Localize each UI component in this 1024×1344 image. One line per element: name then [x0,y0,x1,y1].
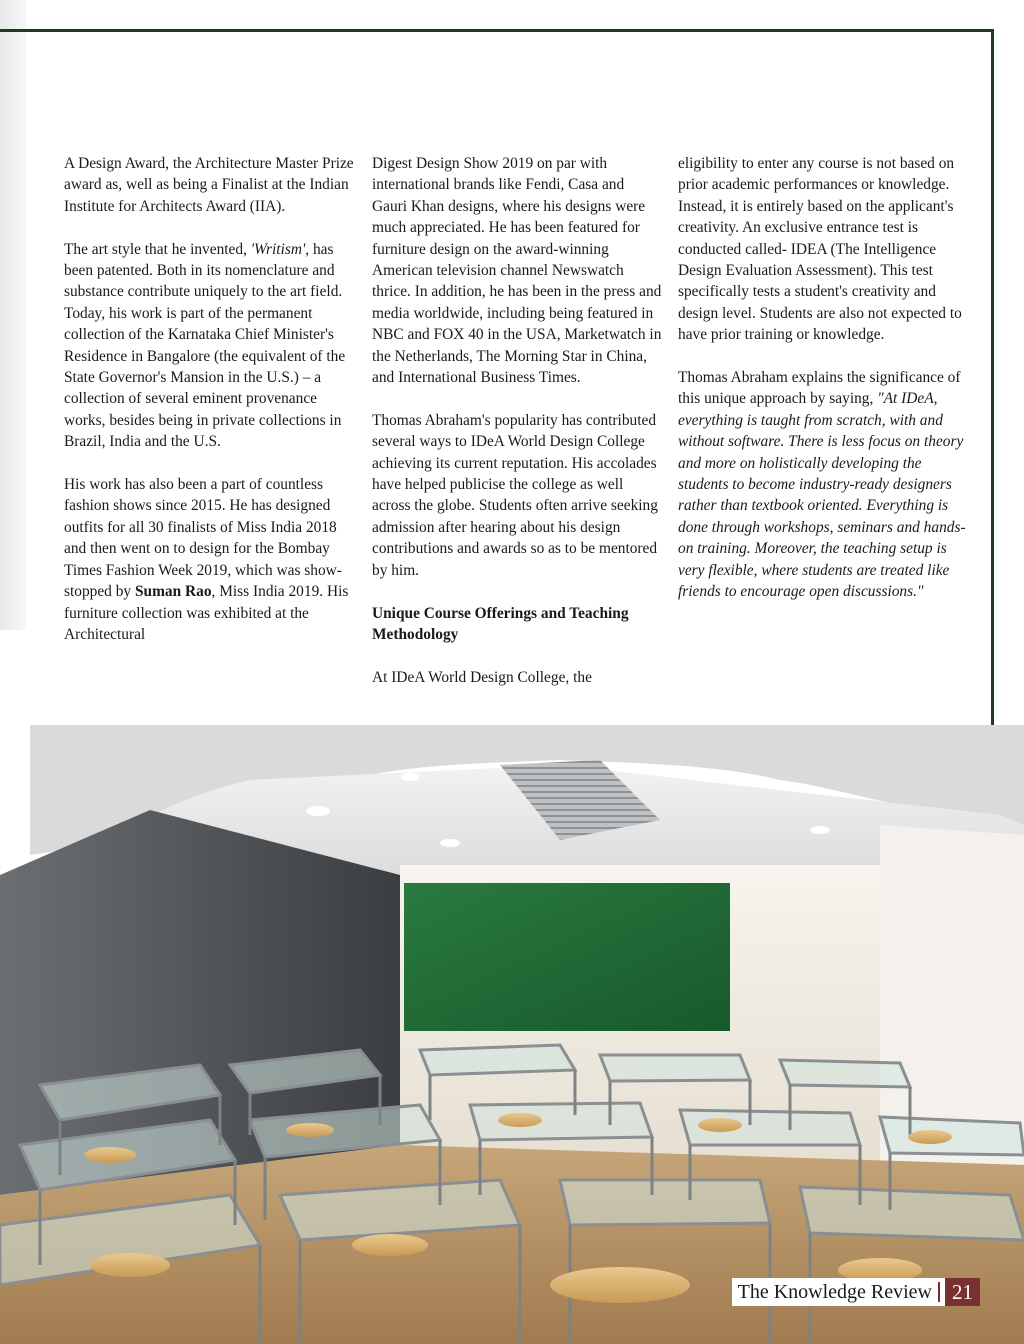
paragraph: eligibility to enter any course is not based on prior academic performances or knowledge. Instead, it is entirely based on the applicant's creativity. An exclusive entrance test is conducted called- IDEA (The Intelligence Design Evaluation Assessment). This test specifically tests a student's creativity and design level. Students are also not expected to have prior training or knowledge. [678,155,962,344]
page-frame-top [0,29,994,32]
left-margin-strip [0,0,26,630]
paragraph: His work has also been a part of countless fashion shows since 2015. He has designed outfits for all 30 finalists of Miss India 2018 and then went on to design for the Bombay Times Fashion Week 2019, which was show-stopped by Suman Rao, Miss India 2019. His furniture collection was exhibited at the Architectural [64,476,349,643]
classroom-photo [0,725,1024,1344]
paragraph: A Design Award, the Architecture Master Prize award as, well as being a Finalist at the Indian Institute for Architects Award (IIA). [64,155,354,215]
section-heading: Unique Course Offerings and Teaching Methodology [372,604,629,643]
page-footer [732,1278,980,1306]
article-column-1 [64,153,354,645]
paragraph: At IDeA World Design College, the [372,668,592,686]
magazine-name: The Knowledge Review [737,1280,932,1303]
page-number: 21 [945,1278,980,1306]
paragraph: Digest Design Show 2019 on par with international brands like Fendi, Casa and Gauri Khan designs, where his designs were much appreciated. He has been featured for furniture design on the award-winning American television channel Newswatch thrice. In addition, he has been in the press and media worldwide, including being featured in NBC and FOX 40 in the USA, Marketwatch in the Netherlands, The Morning Star in China, and International Business Times. [372,155,662,387]
paragraph: The art style that he invented, 'Writism', has been patented. Both in its nomenclature and substance contribute uniquely to the art field. Today, his work is part of the permanent collection of the Karnataka Chief Minister's Residence in Bangalore (the equivalent of the State Governor's Mansion in the U.S.) – a collection of several eminent provenance works, besides being in private collections in Brazil, India and the U.S. [64,240,346,451]
pull-quote: "At IDeA, everything is taught from scratch, with and without software. There is less focus on theory and more on holistically developing the students to become industry-ready designers rather than textbook oriented. Everything is done through workshops, seminars and hands-on training. Moreover, the teaching setup is very flexible, where students are treated like friends to encourage open discussions." [678,390,966,601]
art-style-name: 'Writism' [250,240,306,258]
page-frame-right [991,29,994,835]
article-column-3 [678,153,968,603]
paragraph: Thomas Abraham's popularity has contributed several ways to IDeA World Design College achieving its current reputation. His accolades have helped publicise the college as well across the globe. Students often arrive seeking admission after hearing about his design contributions and awards so as to be mentored by him. [372,411,658,579]
paragraph: Thomas Abraham explains the significance of this unique approach by saying, "At IDeA, everything is taught from scratch, with and without software. There is less focus on theory and more on holistically developing the students to become industry-ready designers rather than textbook oriented. Everything is done through workshops, seminars and hands-on training. Moreover, the teaching setup is very flexible, where students are treated like friends to encourage open discussions." [678,369,966,601]
person-name: Suman Rao [134,583,212,601]
footer-divider [938,1282,940,1302]
article-column-2 [372,153,662,688]
